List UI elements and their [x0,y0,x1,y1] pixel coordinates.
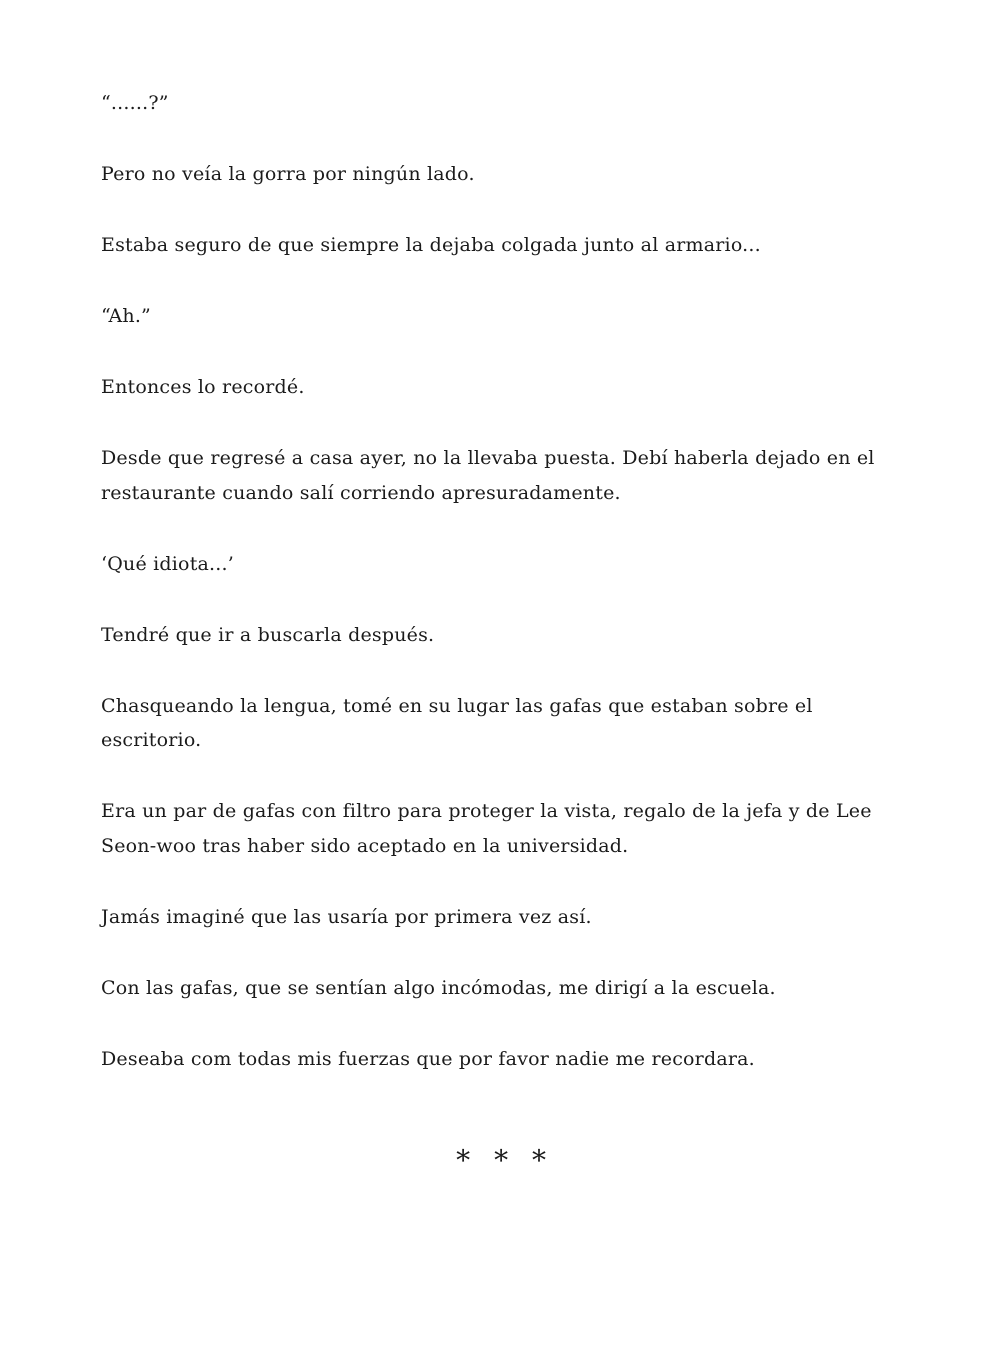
paragraph [101,971,901,1006]
paragraph [101,618,901,653]
paragraph-line: ‘Qué idiota...’ [101,552,235,575]
paragraph-line: “......?” [101,92,169,114]
paragraph [101,441,901,510]
paragraph-line: Seon-woo tras haber sido aceptado en la universidad. [101,834,629,857]
paragraph [101,547,901,582]
paragraph [101,86,901,121]
paragraph-line: Jamás imaginé que las usaría por primera vez así. [101,905,592,928]
paragraph-line: Desde que regresé a casa ayer, no la llevaba puesta. Debí haberla dejado en el [101,447,875,469]
paragraph-line: Entonces lo recordé. [101,376,305,398]
paragraph [101,228,901,263]
paragraph [101,689,901,758]
paragraph-line: Chasqueando la lengua, tomé en su lugar las gafas que estaban sobre el [101,694,813,717]
paragraph [101,900,901,935]
paragraph [101,1042,901,1077]
paragraph-line: restaurante cuando salí corriendo apresuradamente. [101,481,621,504]
paragraph-line: Pero no veía la gorra por ningún lado. [101,163,475,185]
paragraph [101,299,901,334]
scene-break-asterisks: ∗ ∗ ∗ [453,1138,549,1171]
paragraph-line: escritorio. [101,729,202,751]
paragraph [101,157,901,192]
paragraph-line: Con las gafas, que se sentían algo incómodas, me dirigí a la escuela. [101,976,776,999]
paragraph-line: “Ah.” [101,305,151,327]
paragraph-line: Tendré que ir a buscarla después. [101,623,435,646]
paragraph-line: Deseaba com todas mis fuerzas que por favor nadie me recordara. [101,1047,755,1070]
paragraph [101,794,901,863]
paragraph-line: Era un par de gafas con filtro para proteger la vista, regalo de la jefa y de Lee [101,800,872,822]
paragraph [101,370,901,405]
paragraph-line: Estaba seguro de que siempre la dejaba colgada junto al armario... [101,234,761,256]
